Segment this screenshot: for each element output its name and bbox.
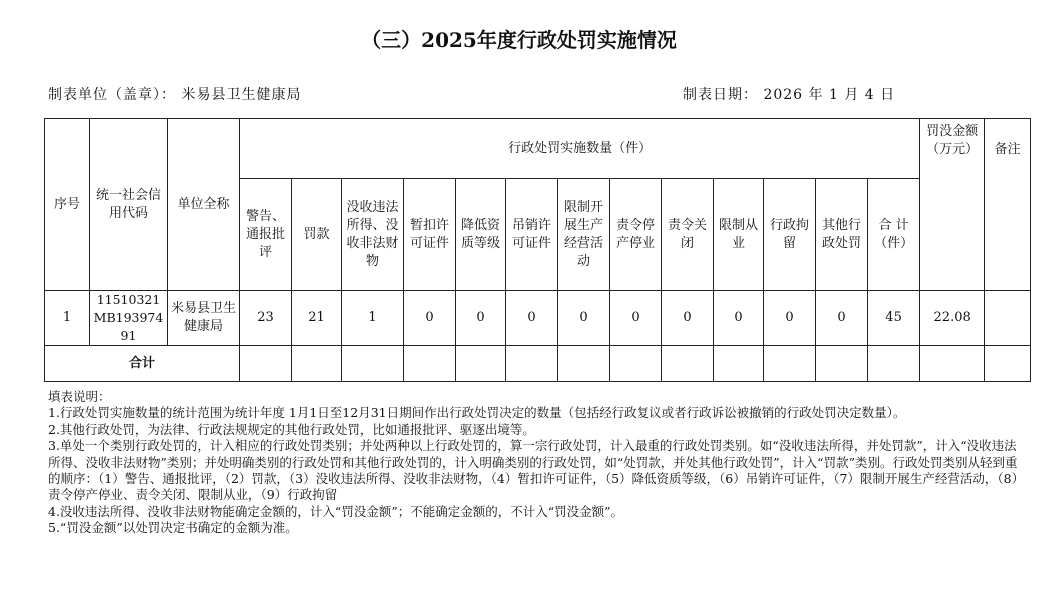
- header-remark: 备注: [985, 119, 1031, 291]
- note-item-3: 3.单处一个类别行政处罚的，计入相应的行政处罚类别；并处两种以上行政处罚的，算一宗行政处罚，计入最重的行政处罚类别。如“没收违法所得，并处罚款”，计入“没收违法所得、没收非法财物”类别；并处明确类别的行政处罚和其他行政处罚的，计入明确类别的行政处罚，如“处罚款，并处其他行政处罚”，计入“罚款”类别。行政处罚类别从轻到重的顺序：（1）警告、通报批评，（2）罚款，（3）没收违法所得、没收非法财物，（4）暂扣许可证件，（5）降低资质等级，（6）吊销许可证件，（7）限制开展生产经营活动，（8）责令停产停业、责令关闭、限制从业，（9）行政拘留: [48, 438, 1025, 503]
- cell-suspend-license: 0: [404, 291, 456, 346]
- date-line: [683, 84, 895, 104]
- row-credit-code: 11510321MB19397491: [90, 291, 168, 346]
- subheader-revoke-license: 吊销许可证件: [506, 179, 558, 291]
- header-fine-amount: 罚没金额（万元）: [920, 119, 985, 291]
- table-row: [45, 291, 1031, 346]
- cell-suspend-production: 0: [610, 291, 662, 346]
- total-cell: [292, 346, 342, 382]
- cell-confiscation: 1: [342, 291, 404, 346]
- cell-restrict-employment: 0: [714, 291, 764, 346]
- cell-order-closure: 0: [662, 291, 714, 346]
- note-item-4: 4.没收违法所得、没收非法财物能确定金额的，计入“罚没金额”；不能确定金额的，不计入“罚没金额”。: [48, 503, 623, 519]
- note-item-5: 5.“罚没金额”以处罚决定书确定的金额为准。: [48, 520, 298, 536]
- subheader-restrict-operation: 限制开展生产经营活动: [558, 179, 610, 291]
- total-cell: [920, 346, 985, 382]
- cell-detention: 0: [764, 291, 816, 346]
- header-credit-code: 统一社会信用代码: [90, 119, 168, 291]
- cell-fine-amount: 22.08: [920, 291, 985, 346]
- subheader-restrict-employment: 限制从业: [714, 179, 764, 291]
- penalty-table: [44, 118, 1031, 382]
- total-cell: [342, 346, 404, 382]
- header-penalty-count: 行政处罚实施数量（件）: [240, 119, 920, 179]
- date-label: 制表日期：: [683, 87, 758, 103]
- total-cell: [610, 346, 662, 382]
- total-cell: [240, 346, 292, 382]
- total-cell: [456, 346, 506, 382]
- subheader-detention: 行政拘留: [764, 179, 816, 291]
- page-title: （三）2025年度行政处罚实施情况: [361, 28, 677, 52]
- total-label: 合计: [45, 346, 240, 382]
- header-seq: 序号: [45, 119, 90, 291]
- notes-heading: 填表说明：: [48, 389, 111, 404]
- date-value: 2026 年 1 月 4 日: [763, 87, 896, 103]
- total-cell: [714, 346, 764, 382]
- org-line: [48, 84, 301, 104]
- subheader-warning: 警告、通报批评: [240, 179, 292, 291]
- subheader-lower-qualification: 降低资质等级: [456, 179, 506, 291]
- subheader-other: 其他行政处罚: [816, 179, 868, 291]
- cell-fine: 21: [292, 291, 342, 346]
- note-item-2: 2.其他行政处罚，为法律、行政法规规定的其他行政处罚，比如通报批评、驱逐出境等。: [48, 421, 535, 437]
- total-cell: [764, 346, 816, 382]
- org-name: 米易县卫生健康局: [181, 87, 302, 103]
- cell-revoke-license: 0: [506, 291, 558, 346]
- row-seq: 1: [45, 291, 90, 346]
- filling-notes: [48, 389, 1028, 537]
- subheader-total: 合 计（件）: [868, 179, 920, 291]
- header-unit-name: 单位全称: [168, 119, 240, 291]
- subheader-suspend-license: 暂扣许可证件: [404, 179, 456, 291]
- cell-total: 45: [868, 291, 920, 346]
- total-cell: [404, 346, 456, 382]
- subheader-suspend-production: 责令停产停业: [610, 179, 662, 291]
- subheader-confiscation: 没收违法所得、没收非法财物: [342, 179, 404, 291]
- total-cell: [506, 346, 558, 382]
- cell-other: 0: [816, 291, 868, 346]
- cell-lower-qualification: 0: [456, 291, 506, 346]
- subheader-order-closure: 责令关闭: [662, 179, 714, 291]
- cell-restrict-operation: 0: [558, 291, 610, 346]
- subheader-fine: 罚款: [292, 179, 342, 291]
- total-cell: [868, 346, 920, 382]
- total-cell: [662, 346, 714, 382]
- row-unit-name: 米易县卫生健康局: [168, 291, 240, 346]
- cell-remark: [985, 291, 1031, 346]
- total-cell: [558, 346, 610, 382]
- total-cell: [816, 346, 868, 382]
- cell-warning: 23: [240, 291, 292, 346]
- total-row: [45, 346, 1031, 382]
- header-row-1: [45, 119, 1031, 179]
- total-cell: [985, 346, 1031, 382]
- org-label: 制表单位（盖章）：: [48, 87, 176, 103]
- note-item-1: 1.行政处罚实施数量的统计范围为统计年度 1月1日至12月31日期间作出行政处罚决定的数量（包括经行政复议或者行政诉讼被撤销的行政处罚决定数量）。: [48, 405, 906, 421]
